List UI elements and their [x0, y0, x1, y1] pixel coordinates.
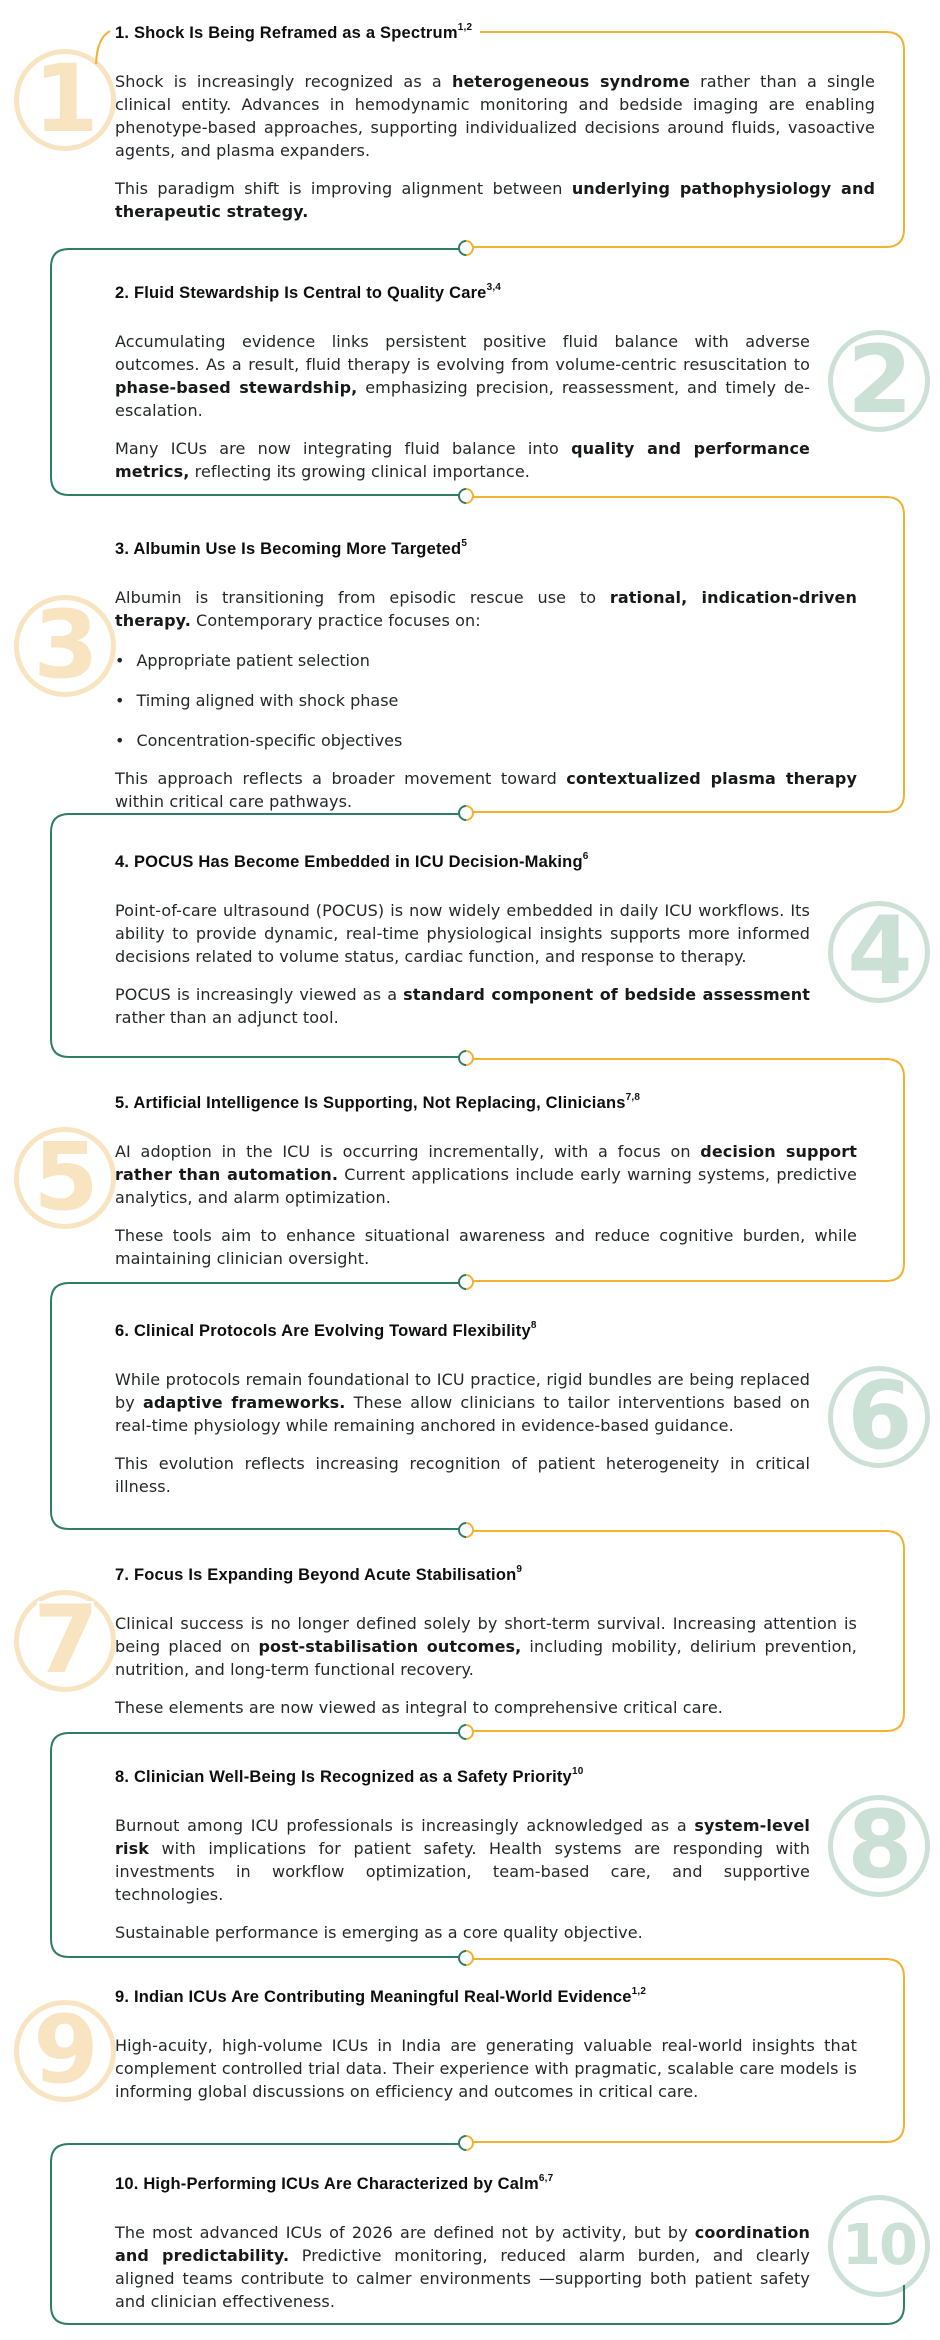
section-paragraph: Albumin is transitioning from episodic rescue use to rational, indication-driven therapy. Contemporary practice focuses on: [115, 588, 857, 630]
section-number: 4 [847, 897, 911, 1006]
section-content [115, 282, 810, 483]
section-number: 1 [33, 45, 97, 154]
section-paragraph: AI adoption in the ICU is occurring incrementally, with a focus on decision support rather than automation. Current applications include early warning systems, predictive analytics, and alarm optimization. [115, 1142, 857, 1207]
reference-superscript: 3,4 [486, 282, 502, 293]
section-paragraph: The most advanced ICUs of 2026 are defined not by activity, but by coordination and predictability. Predictive monitoring, reduced alarm burden, and clearly aligned teams contribute to calmer environments —supporting both patient safety and clinician effectiveness. [115, 2223, 810, 2311]
section-number: 10 [842, 2213, 916, 2278]
bullet-item: • Timing aligned with shock phase [115, 691, 399, 710]
section-title: 3. Albumin Use Is Becoming More Targeted $^5$ [115, 538, 468, 558]
section-content [115, 851, 810, 1029]
reference-superscript: 6 [582, 851, 589, 862]
section-paragraph: These elements are now viewed as integral to comprehensive critical care. [115, 1698, 723, 1717]
bullet-marker: • [115, 731, 125, 750]
section-number-badge [14, 591, 116, 700]
section-content [115, 22, 875, 223]
section-number: 5 [33, 1123, 97, 1232]
section-paragraph: Sustainable performance is emerging as a core quality objective. [115, 1923, 643, 1942]
section-title: 4. POCUS Has Become Embedded in ICU Decision-Making $^6$ [115, 851, 589, 871]
section-paragraph: While protocols remain foundational to ICU practice, rigid bundles are being replaced by adaptive frameworks. These allow clinicians to tailor interventions based on real-time physiology while remaining anchored in evidence-based guidance. [115, 1370, 811, 1435]
bullet-marker: • [115, 691, 125, 710]
section-paragraph: Many ICUs are now integrating fluid balance into quality and performance metrics, reflecting its growing clinical importance. [115, 439, 810, 481]
section-number: 8 [847, 1791, 911, 1900]
section-paragraph: Point-of-care ultrasound (POCUS) is now widely embedded in daily ICU workflows. Its ability to provide dynamic, real-time physiological insights supports more informed decisions related to volume status, cardiac function, and response to therapy. [115, 901, 810, 966]
section-number: 3 [33, 591, 97, 700]
reference-superscript: 8 [530, 1320, 537, 1331]
reference-superscript: 1,2 [457, 22, 473, 33]
section-content [115, 538, 857, 813]
trend-section-1 [0, 10, 940, 248]
section-paragraph: POCUS is increasingly viewed as a standard component of bedside assessment rather than an adjunct tool. [115, 985, 810, 1027]
section-content [115, 1092, 857, 1270]
section-title: 10. High-Performing ICUs Are Characterized by Calm $^{6,7}$ [115, 2173, 554, 2193]
reference-superscript: 9 [516, 1564, 523, 1575]
section-paragraph: This approach reflects a broader movement toward contextualized plasma therapy within critical care pathways. [115, 769, 857, 811]
reference-superscript: 1,2 [631, 1986, 647, 1997]
section-number: 9 [33, 1996, 97, 2105]
trend-section-10 [0, 2143, 940, 2325]
section-number: 6 [847, 1362, 911, 1471]
reference-superscript: 10 [571, 1766, 584, 1777]
section-content [115, 1986, 857, 2103]
section-title: 9. Indian ICUs Are Contributing Meaningful Real-World Evidence $^{1,2}$ [115, 1986, 647, 2006]
section-number: 2 [847, 326, 911, 435]
section-number-badge [828, 326, 930, 435]
section-content [115, 1320, 810, 1498]
section-title: 1. Shock Is Being Reframed as a Spectrum $^{1,2}$ [115, 22, 473, 42]
reference-superscript: 5 [461, 538, 468, 549]
section-number-badge [828, 897, 930, 1006]
section-content [115, 1564, 857, 1719]
bullet-item: • Appropriate patient selection [115, 651, 370, 670]
section-paragraph: This evolution reflects increasing recognition of patient heterogeneity in critical illness. [115, 1454, 810, 1496]
trend-section-5 [0, 1058, 940, 1282]
trend-section-8 [0, 1732, 940, 1958]
trend-section-6 [0, 1282, 940, 1530]
section-content [115, 2173, 810, 2313]
trend-section-9 [0, 1958, 940, 2143]
section-title: 6. Clinical Protocols Are Evolving Toward Flexibility $^8$ [115, 1320, 537, 1340]
section-content [115, 1766, 810, 1944]
section-paragraph: Clinical success is no longer defined solely by short-term survival. Increasing attention is being placed on post-stabilisation outcomes, including mobility, delirium prevention, nutrition, and long-term functional recovery. [115, 1614, 857, 1679]
section-paragraph: These tools aim to enhance situational awareness and reduce cognitive burden, while maintaining clinician oversight. [115, 1226, 857, 1268]
section-number-badge [14, 1586, 116, 1695]
section-number-badge [14, 1996, 116, 2105]
section-title: 2. Fluid Stewardship Is Central to Quality Care $^{3,4}$ [115, 282, 502, 302]
trend-section-2 [0, 248, 940, 496]
reference-superscript: 6,7 [538, 2173, 554, 2184]
section-number: 7 [33, 1586, 97, 1695]
section-paragraph: This paradigm shift is improving alignment between underlying pathophysiology and therapeutic strategy. [115, 179, 875, 221]
section-paragraph: Shock is increasingly recognized as a heterogeneous syndrome rather than a single clinical entity. Advances in hemodynamic monitoring and bedside imaging are enabling phenotype-based approaches, supporting individualized decisions around fluids, vasoactive agents, and plasma expanders. [115, 72, 875, 160]
trend-section-3 [0, 496, 940, 813]
section-paragraph: High-acuity, high-volume ICUs in India are generating valuable real-world insights that complement controlled trial data. Their experience with pragmatic, scalable care models is informing global discussions on efficiency and outcomes in critical care. [115, 2036, 857, 2101]
trend-section-7 [0, 1530, 940, 1732]
bullet-item: • Concentration-specific objectives [115, 731, 403, 750]
section-number-badge [828, 2195, 930, 2297]
section-title: 8. Clinician Well-Being Is Recognized as a Safety Priority $^{10}$ [115, 1766, 584, 1786]
trend-section-4 [0, 813, 940, 1058]
section-title: 5. Artificial Intelligence Is Supporting, Not Replacing, Clinicians $^{7,8}$ [115, 1092, 641, 1112]
reference-superscript: 7,8 [625, 1092, 641, 1103]
section-number-badge [828, 1362, 930, 1471]
section-number-badge [14, 45, 116, 154]
section-paragraph: Accumulating evidence links persistent positive fluid balance with adverse outcomes. As a result, fluid therapy is evolving from volume-centric resuscitation to phase-based stewardship, emphasizing precision, reassessment, and timely de-escalation. [115, 332, 810, 420]
bullet-marker: • [115, 651, 125, 670]
section-paragraph: Burnout among ICU professionals is increasingly acknowledged as a system-level risk with implications for patient safety. Health systems are responding with investments in workflow optimization, team-based care, and supportive technologies. [115, 1816, 810, 1904]
section-title: 7. Focus Is Expanding Beyond Acute Stabilisation $^9$ [115, 1564, 523, 1584]
section-number-badge [14, 1123, 116, 1232]
section-number-badge [828, 1791, 930, 1900]
